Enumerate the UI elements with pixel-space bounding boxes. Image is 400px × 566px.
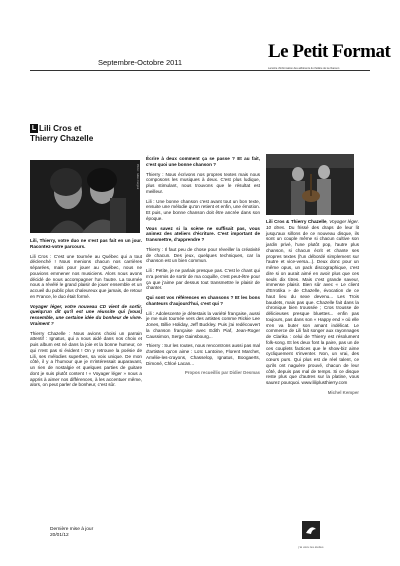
bird-logo-icon bbox=[302, 521, 320, 539]
footer-logo-label: j'ai vécu les étoiles bbox=[298, 545, 324, 549]
article-title bbox=[30, 124, 93, 144]
logo-tagline: La lettre d'information des adhérents du théâtre de la chanson bbox=[268, 67, 340, 70]
title-dropcap-icon: L bbox=[31, 125, 37, 132]
newsletter-logo bbox=[268, 41, 391, 70]
issue-date: Septembre-Octobre 2011 bbox=[98, 58, 183, 67]
answer-paragraph: Lili : Adolescente je détestais la variété française, aussi je me suis tournée vers des artistes comme Rickie Lee Jones, Billie Holiday, Jeff Buckley. Puis j'ai redécouvert la chanson française avec Edith Piaf, Jean-Roger Caussimon, Serge Gainsbourg... bbox=[146, 310, 260, 339]
review-head-rest: , Voyager léger. 10 titres. bbox=[266, 219, 359, 230]
answer-paragraph: Thierry : Il faut peu de chose pour réveiller la créativité de chacun. Des jeux, quelques techniques, car la chanson est un bien commun. bbox=[146, 246, 260, 264]
artists-photo bbox=[30, 160, 140, 233]
column-3 bbox=[266, 219, 359, 396]
column-2 bbox=[146, 156, 260, 376]
question-paragraph: Vous savez si la scène ne suffisait pas, vous animez des ateliers d'écriture. C'est important de transmettre, d'apprendre ? bbox=[146, 225, 260, 242]
article-title-line1: Lili Cros et bbox=[39, 124, 82, 133]
answer-paragraph: Lili : Une bonne chanson c'est avant tout un bon texte, ensuite une mélodie qu'on retient et enfin, une émotion. Et puis, une bonne chanson doit être ancrée dans son époque. bbox=[146, 198, 260, 221]
update-info bbox=[50, 527, 93, 539]
answer-paragraph: Lili : Petite, je ne parlais presque pas. C'est le chant qui m'a permis de sortir de ma coquille, c'est peut-être pour ça que j'aime par dessus tout transmettre le plaisir de chanter. bbox=[146, 268, 260, 291]
header-rule bbox=[30, 70, 370, 71]
answer-paragraph: Thierry Chazelle : Nous avions choisi un parrain attentif : Ignatus, qui a nous aidé dans nos choix et puis album est né dans la joie et la bonne humeur, ce qui n'est pas si évident ! On y retrouve la poésie de Lili, ses mélodies superbes, sa voix unique. De mon côté, il y a l'humour que je m'intéressait auparavant, un rien de nostalgie et quelques parties de guitare dont je suis plutôt content ! « Voyager léger » nous a appris à aimer nos différences, à les accentuer même, alors, on peut parler de bonheur, c'est sûr. bbox=[30, 330, 142, 388]
update-date: 20/01/12 bbox=[50, 533, 69, 538]
answer-paragraph: Thierry : Nous écrivons nos propres textes mais nous composons les musiques à deux. C'est plus ludique, plus stimulant, nous trouvons que le résultat est meilleur. bbox=[146, 171, 260, 194]
answer-paragraph: Thierry : Sur les routes, nous rencontrons aussi pas mal d'artistes qu'on aime : Loïc Lantoine, Florent Marchet, Amélie-les-crayons, Chasselop, Ignatus, Boogaerts, Dimoné, Chloé Lacan... bbox=[146, 343, 260, 366]
review-head: Lili Cros & Thierry Chazelle bbox=[266, 219, 327, 224]
album-photo bbox=[266, 154, 354, 215]
logo-name: Le Petit Format bbox=[268, 41, 391, 62]
interview-signature: Propos recueillis par Didier Desmas bbox=[184, 370, 260, 376]
album-photo-image bbox=[266, 154, 354, 215]
update-label: Dernière mise à jour bbox=[50, 527, 94, 532]
article-title-line2: Thierry Chazelle bbox=[30, 134, 94, 143]
review-paragraph bbox=[266, 219, 359, 386]
question-paragraph: Écrire à deux comment ça se passe ? Et au fait, c'est quoi une bonne chanson ? bbox=[146, 156, 260, 167]
question-paragraph: Voyager léger, votre nouveau CD vient de sortir, quelqu'un dit qu'il est une réussite qui [vous] ressemble, une certaine idée du bonheur de vivre. Vraiment ? bbox=[30, 303, 142, 326]
artists-photo-image bbox=[30, 160, 140, 233]
photo-credit: Photo : Gilles Cergnal bbox=[136, 164, 139, 190]
question-paragraph: Qui sont vos références en chansons ? Et les bons chanteurs d'aujourd'hui, c'est qui ? bbox=[146, 295, 260, 306]
footer-logo bbox=[296, 521, 326, 549]
answer-paragraph: Lili Cros : C'est une tournée au Québec qui a tout déclenché ! Nous menions chacun nos carrières séparées, mais pour jouer au Québec, nous ne pouvions emmener nos musiciens. Alors nous avons décidé de nous accompagner l'un l'autre. La tournée nous a révélé le grand plaisir de jouer ensemble et un accueil du public plus chaleureux que jamais, de retour en France, le duo était formé. bbox=[30, 253, 142, 299]
column-1 bbox=[30, 238, 142, 392]
review-signature: Michel Kemper bbox=[327, 389, 359, 395]
review-body: Du frissé des draps de leur lit jusqu'aux sillons de ce nouveau disque, ils sont un couple même si chacun cultive son jardin privé, l'une plutôt pop, l'autre plus chanson, si chacun écrit et chante ses propres textes (l'un débordé simplement sur l'autre et vice-versa...). Deux donc pour un même opus, un pack discographique, c'est dire si on aurait aimé en avoir plus que ces seuls dix titres. Mais c'est grande saveur, immense plaisir. Bien sûr avec « Le client d'Errotika » de Chazelle, évocation de ce haut lieu du sexe devenu... Les Trois baudets, mais pas que. Chazelle fait dans la chronique bien troussée ; Cros trousse de délicieuses presque bluettes... enfin pas toujours, pas dans son « Happy end » où elle s'en va buter son amant indélicat. Le commerce de Lili fait songer aux rayonnages de Clarika : celui de Thierry est résolument folk-song. Et les deux font la paire, pas un de ces couplets factices que le show-biz aime cycliquement s'inventer. Non, un vrai, des cœurs purs. Qui plus est de réel talent, ce qu'ils ont naguère prouvé, chacun de leur côté, depuis pas mal de temps. Si ce disque reste plus que d'autres sur la platine, vous saurez pourquoi. www.liliplusthierry.com bbox=[266, 224, 359, 385]
photo-caption-question: Lili, Thierry, votre duo ne s'est pas fait en un jour. Racontez-votre parcours. bbox=[30, 238, 142, 249]
